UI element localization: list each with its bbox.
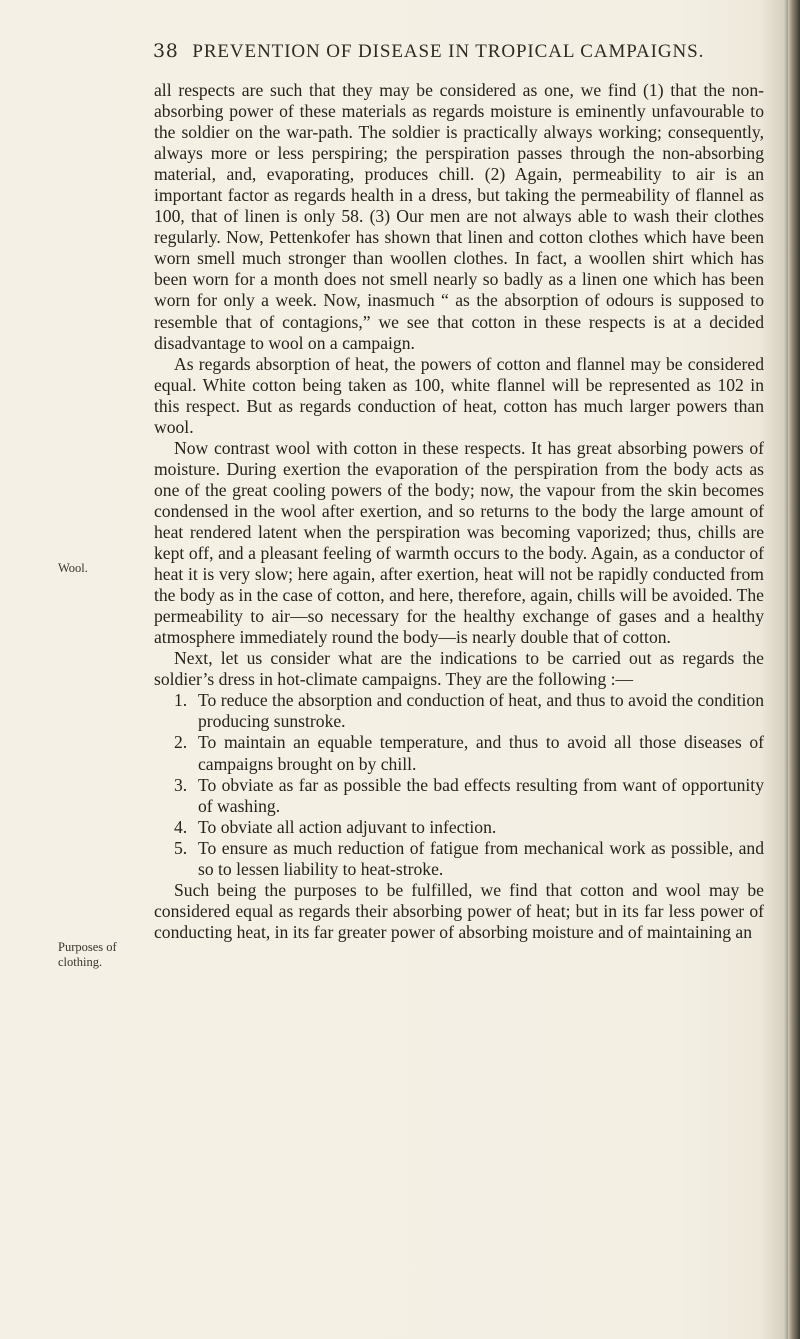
list-item-number: 4.: [174, 816, 188, 837]
list-item-number: 2.: [174, 732, 188, 753]
purposes-list: [154, 690, 764, 879]
list-item-text: To reduce the absorption and conduction of heat, and thus to avoid the condition producing sunstroke.: [198, 690, 764, 732]
margin-note-wool: Wool.: [58, 561, 88, 575]
paragraph-3: Now contrast wool with cotton in these respects. It has great absorbing powers of moisture. During exertion the evaporation of the perspiration from the body acts as one of the great cooling powers of the body; now, the vapour from the skin becomes condensed in the wool after exertion, and so returns to the body the large amount of heat rendered latent when the perspiration was becoming vaporized; thus, chills are kept off, and a pleasant feeling of warmth occurs to the body. Again, as a conductor of heat it is very slow; here again, after exertion, heat will not be rapidly conducted from the body as in the case of cotton, and here, therefore, again, chills will be avoided. The permeability to air—so necessary for the healthy exchange of gases and a healthy atmosphere immediately round the body—is nearly double that of cotton.: [154, 437, 764, 648]
running-title: PREVENTION OF DISEASE IN TROPICAL CAMPAIGNS.: [192, 41, 705, 62]
list-item-text: To obviate all action adjuvant to infection.: [198, 816, 497, 837]
list-item-text: To obviate as far as possible the bad effects resulting from want of opportunity of washing.: [198, 774, 764, 816]
page-edge: [788, 0, 800, 1339]
list-item: [154, 817, 764, 838]
paragraph-2: As regards absorption of heat, the powers of cotton and flannel may be considered equal. White cotton being taken as 100, white flannel will be represented as 102 in this respect. But as regards conduction of heat, cotton has much larger powers than wool.: [154, 353, 764, 437]
list-item-number: 3.: [174, 774, 188, 795]
list-item-number: 1.: [174, 690, 188, 711]
page-number: 38: [153, 40, 179, 62]
list-item-number: 5.: [174, 837, 188, 858]
margin-note-purposes-of-clothing: Purposes of clothing.: [58, 940, 117, 969]
list-item: [154, 732, 764, 774]
list-item-text: To ensure as much reduction of fatigue from mechanical work as possible, and so to lessen liability to heat-stroke.: [198, 837, 764, 879]
list-item: [154, 838, 764, 880]
paragraph-5: Such being the purposes to be fulfilled, we find that cotton and wool may be considered equal as regards their absorbing power of heat; but in its far less power of conducting heat, in its far greater power of absorbing moisture and of maintaining an: [154, 879, 764, 942]
list-item: [154, 775, 764, 817]
running-header: [153, 40, 793, 63]
paragraph-4: Next, let us consider what are the indications to be carried out as regards the soldier’s dress in hot-climate campaigns. They are the following :—: [154, 648, 764, 690]
body-text: [154, 80, 764, 943]
paragraph-1: all respects are such that they may be considered as one, we find (1) that the non-absorbing power of these materials as regards moisture is eminently unfavourable to the soldier on the war-path. The soldier is practically always working; consequently, always more or less perspiring; the perspiration passes through the non-absorbing material, and, evaporating, produces chill. (2) Again, permeability to air is an important factor as regards health in a dress, but taking the permeability of flannel as 100, that of linen is only 58. (3) Our men are not always able to wash their clothes regularly. Now, Pettenkofer has shown that linen and cotton clothes which have been worn smell much stronger than woollen clothes. In fact, a woollen shirt which has been worn for a month does not smell nearly so badly as a linen one which has been worn for only a week. Now, inasmuch “ as the absorption of odours is supposed to resemble that of contagions,” we see that cotton in these respects is at a decided disadvantage to wool on a campaign.: [154, 80, 764, 353]
list-item-text: To maintain an equable temperature, and thus to avoid all those diseases of campaigns brought on by chill.: [198, 732, 764, 774]
list-item: [154, 690, 764, 732]
